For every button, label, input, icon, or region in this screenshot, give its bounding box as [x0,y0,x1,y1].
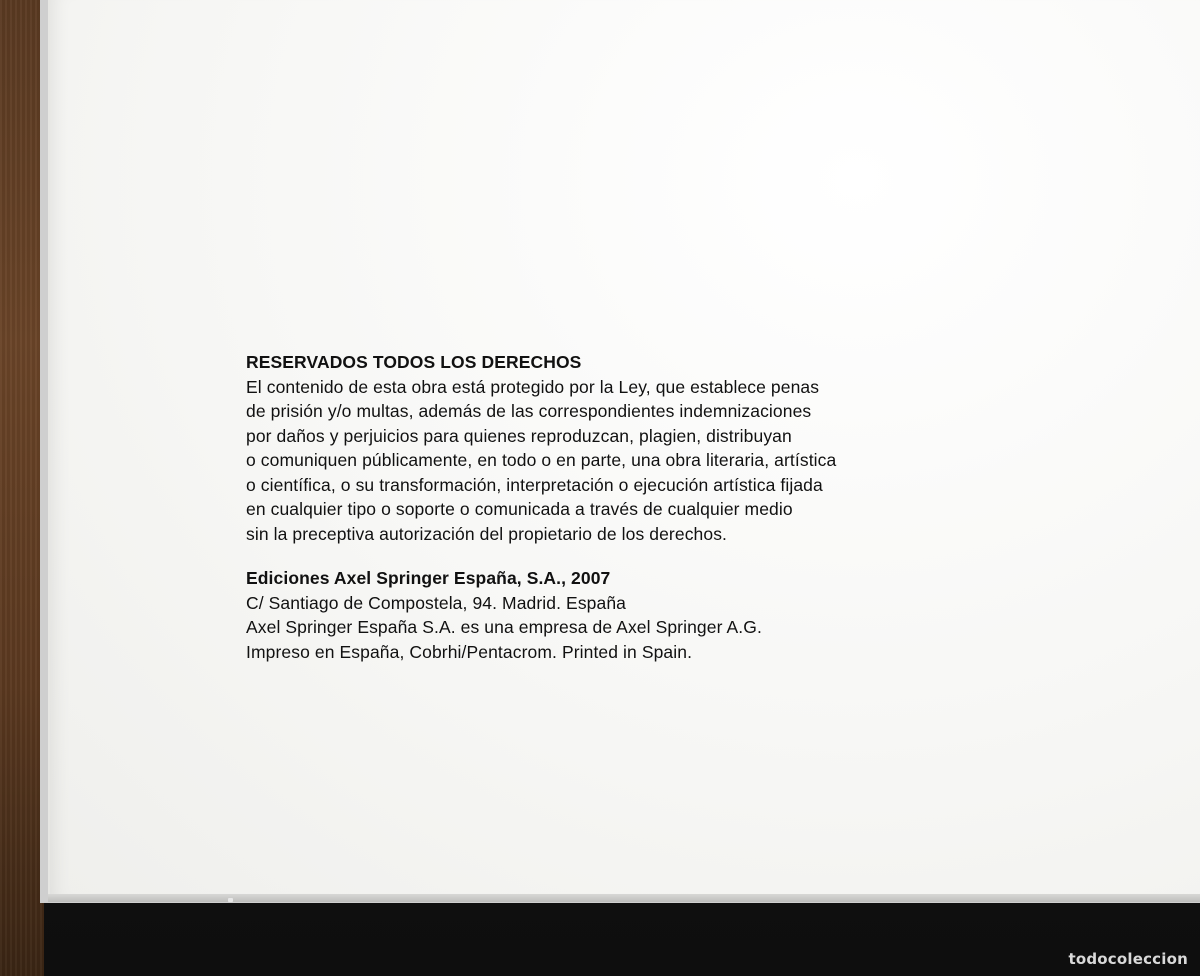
publisher-name: Ediciones Axel Springer España, S.A., 2007 [246,568,611,588]
wooden-surface [0,0,44,976]
rights-line: El contenido de esta obra está protegido por la Ley, que establece penas [246,376,820,397]
section-gap [246,546,1066,566]
rights-line: o científica, o su transformación, interpretación o ejecución artística fijada [246,474,823,495]
printing-info: Impreso en España, Cobrhi/Pentacrom. Printed in Spain. [246,641,693,662]
publisher-address: C/ Santiago de Compostela, 94. Madrid. España [246,592,626,613]
rights-line: sin la preceptiva autorización del propietario de los derechos. [246,523,728,544]
copyright-notice [246,350,1066,664]
rights-line: de prisión y/o multas, además de las correspondientes indemnizaciones [246,401,812,421]
watermark-text: todocoleccion [1068,950,1188,968]
rights-line: por daños y perjuicios para quienes reproduzcan, plagien, distribuyan [246,425,792,446]
speck [228,898,233,902]
page-bottom-edge [48,894,1200,902]
publisher-affiliation: Axel Springer España S.A. es una empresa de Axel Springer A.G. [246,617,762,637]
rights-heading: RESERVADOS TODOS LOS DERECHOS [246,352,582,372]
rights-line: en cualquier tipo o soporte o comunicada a través de cualquier medio [246,499,793,519]
rights-line: o comuniquen públicamente, en todo o en parte, una obra literaria, artística [246,450,837,470]
